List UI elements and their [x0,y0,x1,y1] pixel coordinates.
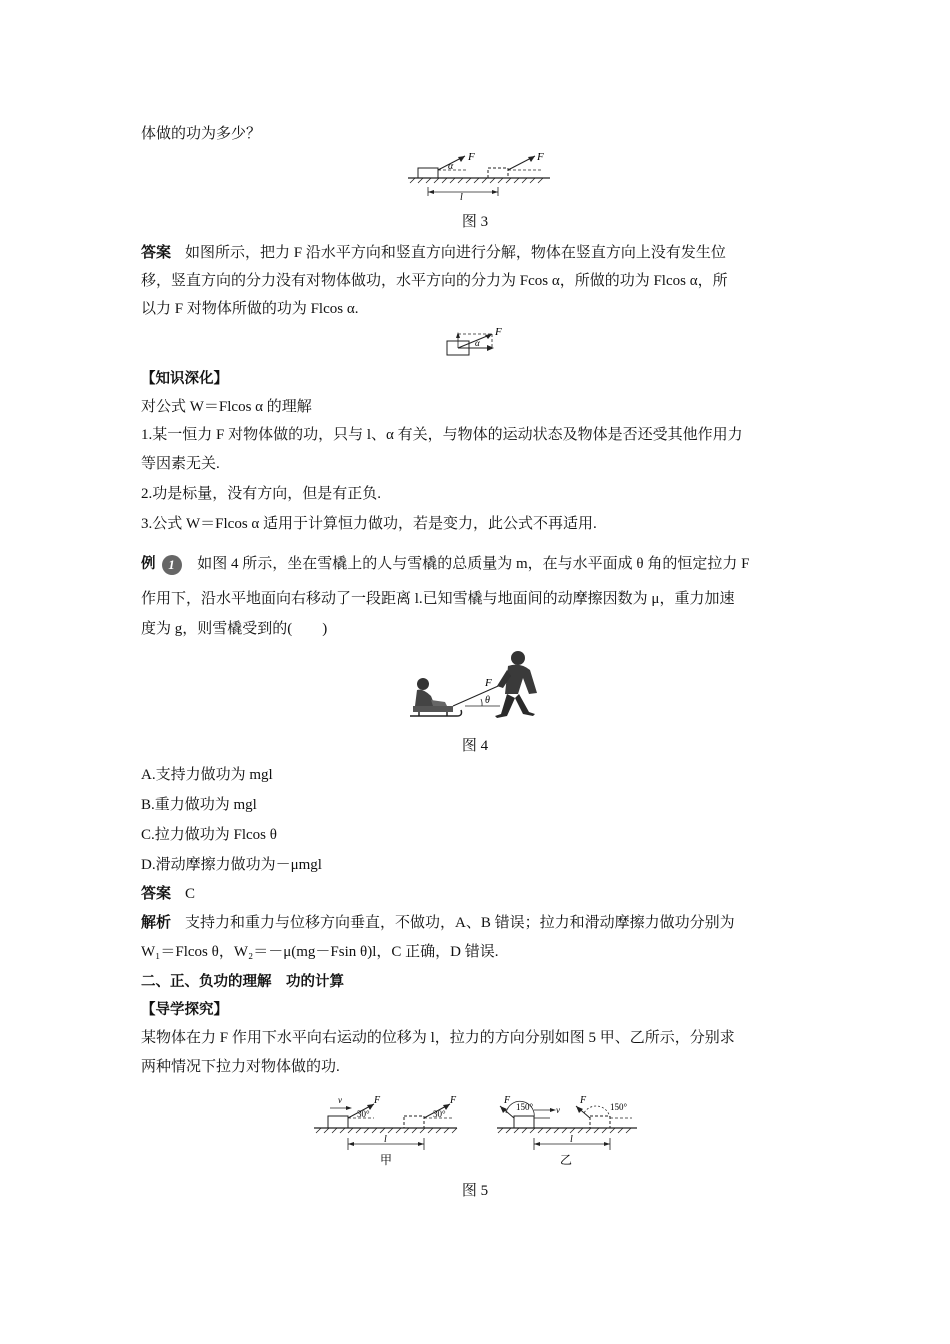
displacement-label: l [570,1134,573,1145]
paragraph: 两种情况下拉力对物体做的功. [141,1059,340,1075]
figure-caption: 图 4 [461,738,489,754]
answer-line: 以力 F 对物体所做的功为 Flcos α. [141,301,359,317]
figure-4-sled [405,648,550,723]
example-line: 度为 g，则雪橇受到的( ) [141,621,328,637]
angle-label: α [448,161,454,172]
subfigure-label: 甲 [380,1153,393,1167]
answer-line [141,243,811,263]
force-label: F [485,677,492,689]
angle-label: 30° [433,1109,446,1119]
example-line [141,554,811,575]
angle-label: θ [485,695,490,706]
answer-text: 如图所示，把力 F 沿水平方向和竖直方向进行分解，物体在竖直方向上没有发生位 [185,245,726,261]
paragraph: 1.某一恒力 F 对物体做的功，只与 l、α 有关，与物体的运动状态及物体是否还受其他作用力 [141,427,743,443]
angle-label: α [475,338,480,348]
displacement-label: l [384,1134,387,1145]
figure-force-decomposition [440,326,510,360]
figure-caption: 图 5 [461,1183,489,1199]
figure-5-yi [492,1088,642,1168]
section-heading: 二、正、负功的理解 功的计算 [141,974,344,990]
section-heading: 【导学探究】 [141,1002,228,1018]
answer-line: 移，竖直方向的分力没有对物体做功，水平方向的分力为 Fcos α，所做的功为 Flcos α，所 [141,273,728,289]
example-text: 如图 4 所示，坐在雪橇上的人与雪橇的总质量为 m，在与水平面成 θ 角的恒定拉力 F [197,556,750,572]
answer-label: 答案 [141,885,172,902]
paragraph: 某物体在力 F 作用下水平向右运动的位移为 l，拉力的方向分别如图 5 甲、乙所示，分别求 [141,1030,735,1046]
force-label: F [504,1095,511,1106]
force-label: F [374,1095,381,1106]
force-label: F [580,1095,587,1106]
option-d: D.滑动摩擦力做功为－μmgl [141,857,322,873]
example-line: 作用下，沿水平地面向右移动了一段距离 l.已知雪橇与地面间的动摩擦因数为 μ，重力加速 [141,591,735,607]
displacement-label: l [460,192,463,203]
analysis-text: 支持力和重力与位移方向垂直，不做功，A、B 错误；拉力和滑动摩擦力做功分别为 [185,915,735,931]
velocity-label: v [338,1095,342,1105]
example-label: 例 [141,556,156,572]
angle-label: 30° [357,1109,370,1119]
example-number-badge: 1 [162,555,182,575]
figure-5-jia [312,1088,462,1168]
answer-line [141,884,811,904]
paragraph: 等因素无关. [141,456,220,472]
subheading: 对公式 W＝Flcos α 的理解 [141,399,312,415]
angle-label: 150° [516,1102,534,1112]
answer-value: C [185,886,196,902]
force-label: F [537,151,544,163]
angle-label: 150° [610,1102,628,1112]
figure-caption: 图 3 [461,214,489,230]
option-a: A.支持力做功为 mgl [141,767,273,783]
analysis-label: 解析 [141,914,172,931]
paragraph: 2.功是标量，没有方向，但是有正负. [141,486,382,502]
answer-label: 答案 [141,244,172,261]
force-label: F [468,151,475,163]
option-b: B.重力做功为 mgl [141,797,257,813]
analysis-line: W₁＝Flcos θ，W₂＝－μ(mg－Fsin θ)l，C 正确，D 错误. [141,944,499,960]
analysis-line [141,913,811,933]
velocity-label: v [556,1105,560,1115]
force-label: F [495,326,502,338]
section-heading: 【知识深化】 [141,371,228,387]
paragraph: 3.公式 W＝Flcos α 适用于计算恒力做功，若是变力，此公式不再适用. [141,516,597,532]
figure-3 [400,148,560,208]
option-c: C.拉力做功为 Flcos θ [141,827,277,843]
text-line: 体做的功为多少？ [141,126,262,142]
force-label: F [450,1095,457,1106]
subfigure-label: 乙 [560,1153,573,1167]
